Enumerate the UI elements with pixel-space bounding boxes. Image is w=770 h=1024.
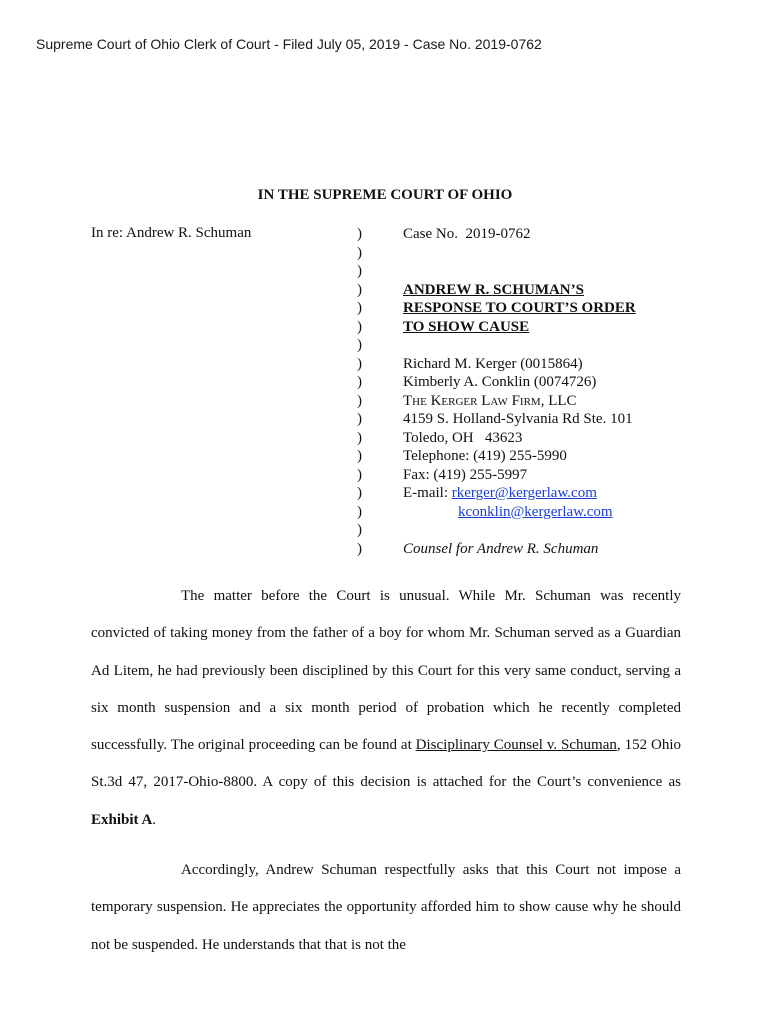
firm-address-line: 4159 S. Holland-Sylvania Rd Ste. 101 bbox=[403, 411, 633, 427]
case-citation: Disciplinary Counsel v. Schuman bbox=[415, 737, 617, 754]
case-number bbox=[403, 225, 733, 244]
exhibit-reference: Exhibit A bbox=[91, 811, 153, 828]
body-paragraph bbox=[91, 578, 681, 839]
caption-paren: ) bbox=[357, 263, 362, 279]
email-link[interactable]: kconklin@kergerlaw.com bbox=[458, 503, 613, 520]
body-paragraph: Accordingly, Andrew Schuman respectfully asks that this Court not impose a temporary suspension. He appreciates the opportunity afforded him to show cause why he should not be suspended. He understands that that is not the bbox=[91, 862, 681, 953]
case-number-label: Case No. bbox=[403, 226, 458, 242]
document-title-line: RESPONSE TO COURT’S ORDER bbox=[403, 300, 636, 316]
caption-right-block bbox=[403, 225, 733, 558]
caption-paren: ) bbox=[357, 448, 362, 464]
email-row bbox=[403, 484, 733, 503]
caption-paren: ) bbox=[357, 318, 362, 335]
caption-paren: ) bbox=[357, 540, 362, 557]
caption-paren: ) bbox=[357, 429, 362, 446]
caption-in-re: In re: Andrew R. Schuman bbox=[91, 225, 252, 241]
fax: Fax: (419) 255-5997 bbox=[403, 466, 528, 483]
caption-paren: ) bbox=[357, 355, 362, 372]
body-text-span: The matter before the Court is unusual. While Mr. Schuman was recently convicted of taking money from the father of a boy for whom Mr. Schuman served as a Guardian Ad Litem, he had previously been disciplined by this Court for this very same conduct, serving a six month suspension and a six month period of probation which he recently completed successfully. The original proceeding can be found at bbox=[91, 588, 681, 754]
telephone: Telephone: (419) 255-5990 bbox=[403, 448, 567, 464]
caption-paren: ) bbox=[357, 522, 362, 538]
law-firm-name: The Kerger Law Firm, LLC bbox=[403, 392, 577, 409]
caption-paren-column bbox=[357, 225, 369, 558]
body-text-span: , 152 Ohio St.3d 47, 2017-Ohio-8800. A copy of this decision is attached for the Court’s convenience as bbox=[91, 737, 682, 791]
caption-paren: ) bbox=[357, 226, 362, 242]
caption-paren: ) bbox=[357, 374, 362, 390]
document-title-line: ANDREW R. SCHUMAN’S bbox=[403, 281, 584, 298]
email-label: E-mail: bbox=[403, 485, 452, 501]
email-row bbox=[403, 503, 733, 522]
caption-paren: ) bbox=[357, 281, 362, 298]
caption-paren: ) bbox=[357, 392, 362, 409]
firm-address-line: Toledo, OH 43623 bbox=[403, 429, 523, 446]
court-title: IN THE SUPREME COURT OF OHIO bbox=[257, 187, 513, 203]
body-text bbox=[91, 578, 681, 964]
attorney-name: Kimberly A. Conklin (0074726) bbox=[403, 374, 597, 390]
caption-paren: ) bbox=[357, 411, 362, 427]
body-text-span: . bbox=[152, 811, 157, 828]
email-link[interactable]: rkerger@kergerlaw.com bbox=[451, 485, 597, 501]
caption-paren: ) bbox=[357, 485, 362, 501]
caption-paren: ) bbox=[357, 300, 362, 316]
caption-paren: ) bbox=[357, 337, 362, 353]
caption-paren: ) bbox=[357, 466, 362, 483]
document-title-line: TO SHOW CAUSE bbox=[403, 318, 530, 335]
counsel-for: Counsel for Andrew R. Schuman bbox=[403, 540, 599, 557]
caption-paren: ) bbox=[357, 244, 362, 261]
case-number-value: 2019-0762 bbox=[465, 226, 531, 242]
attorney-name: Richard M. Kerger (0015864) bbox=[403, 355, 583, 372]
caption-paren: ) bbox=[357, 503, 362, 520]
filing-stamp: Supreme Court of Ohio Clerk of Court - Filed July 05, 2019 - Case No. 2019-0762 bbox=[36, 36, 542, 52]
